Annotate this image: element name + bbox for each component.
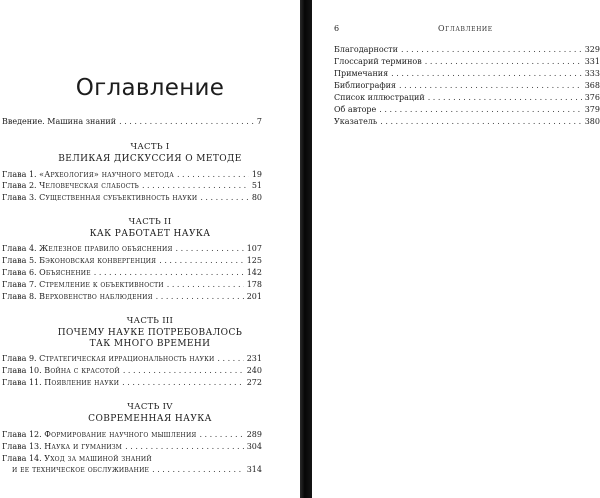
chapter-prefix: Глава 9. <box>2 354 37 363</box>
leader-dots <box>391 68 582 79</box>
leader-dots <box>123 365 244 376</box>
toc-entry-label: Об авторе <box>334 105 377 114</box>
toc-page-number: 240 <box>246 366 262 375</box>
toc-page-number: 333 <box>584 69 600 78</box>
toc-page-number: 331 <box>584 57 600 66</box>
toc-entry-chapter[interactable] <box>2 255 262 266</box>
toc-page-number: 376 <box>584 93 600 102</box>
toc-entry-chapter[interactable] <box>2 453 262 464</box>
toc-page-number: 272 <box>246 378 262 387</box>
toc-entry-label: Указатель <box>334 117 378 126</box>
chapter-prefix: Глава 1. <box>2 170 37 179</box>
chapter-title: Бэконовская конвергенция <box>39 256 157 265</box>
toc-entry-backmatter[interactable] <box>334 104 600 115</box>
leader-dots <box>217 353 243 364</box>
toc-page-number: 7 <box>256 117 262 126</box>
chapter-title: Железное правило объяснения <box>39 244 173 253</box>
chapter-title: Наука и гуманизм <box>44 442 123 451</box>
toc-entry-chapter[interactable] <box>2 365 262 376</box>
chapter-prefix: Глава 3. <box>2 193 37 202</box>
toc-entry-chapter[interactable] <box>2 291 262 302</box>
leader-dots <box>200 192 249 203</box>
leader-dots <box>167 279 244 290</box>
leader-dots <box>428 92 582 103</box>
chapter-title: Верховенство наблюдения <box>39 292 153 301</box>
toc-entry-backmatter[interactable] <box>334 68 600 79</box>
part-title: СОВРЕМЕННАЯ НАУКА <box>88 414 212 424</box>
leader-dots <box>94 267 244 278</box>
leader-dots <box>401 44 582 55</box>
toc-page-number: 289 <box>246 430 262 439</box>
toc-title: Оглавление <box>75 75 225 101</box>
chapter-title-line2: и ее техническое обслуживание <box>12 465 150 474</box>
part-title: ТАК МНОГО ВРЕМЕНИ <box>89 339 211 349</box>
chapter-prefix: Глава 8. <box>2 292 37 301</box>
chapter-title: Появление науки <box>44 378 120 387</box>
chapter-title: Уход за машиной знаний <box>44 454 152 463</box>
chapter-title: Стратегическая иррациональность науки <box>39 354 215 363</box>
chapter-title: Существенная субъективность науки <box>39 193 198 202</box>
toc-entry-chapter[interactable] <box>2 441 262 452</box>
toc-entry-label: Библиография <box>334 81 396 90</box>
toc-entry-chapter-continued[interactable] <box>2 464 262 475</box>
leader-dots <box>379 104 581 115</box>
chapter-prefix: Глава 11. <box>2 378 42 387</box>
toc-entry-intro[interactable] <box>2 116 262 127</box>
toc-entry-label: Глоссарий терминов <box>334 57 422 66</box>
toc-page-number: 125 <box>246 256 262 265</box>
chapter-prefix: Глава 12. <box>2 430 42 439</box>
part-title: КАК РАБОТАЕТ НАУКА <box>89 229 211 239</box>
chapter-title: Человеческая слабость <box>39 181 139 190</box>
toc-page-number: 201 <box>246 292 262 301</box>
part-label: ЧАСТЬ II <box>128 217 172 227</box>
toc-entry-label: Введение. Машина знаний <box>2 117 117 126</box>
book-gutter <box>300 0 312 498</box>
toc-entry-chapter[interactable] <box>2 243 262 254</box>
toc-page-number: 329 <box>584 45 600 54</box>
part-title: ВЕЛИКАЯ ДИСКУССИЯ О МЕТОДЕ <box>58 154 242 164</box>
leader-dots <box>425 56 582 67</box>
toc-entry-label: Список иллюстраций <box>334 93 425 102</box>
toc-entry-backmatter[interactable] <box>334 80 600 91</box>
toc-page-number: 231 <box>246 354 262 363</box>
chapter-prefix: Глава 6. <box>2 268 37 277</box>
leader-dots <box>177 169 249 180</box>
toc-entry-chapter[interactable] <box>2 429 262 440</box>
part-title: ПОЧЕМУ НАУКЕ ПОТРЕБОВАЛОСЬ <box>57 328 243 338</box>
toc-entry-chapter[interactable] <box>2 192 262 203</box>
toc-page-number: 380 <box>584 117 600 126</box>
toc-page-number: 142 <box>246 268 262 277</box>
toc-entry-chapter[interactable] <box>2 279 262 290</box>
toc-page-number: 178 <box>246 280 262 289</box>
chapter-title: Формирование научного мышления <box>44 430 197 439</box>
toc-page-number: 314 <box>246 465 262 474</box>
leader-dots <box>159 255 243 266</box>
page-number: 6 <box>334 24 340 33</box>
part-label: ЧАСТЬ I <box>130 142 170 152</box>
chapter-prefix: Глава 14. <box>2 454 42 463</box>
toc-entry-backmatter[interactable] <box>334 116 600 127</box>
chapter-title: Стремление к объективности <box>39 280 164 289</box>
toc-entry-chapter[interactable] <box>2 180 262 191</box>
toc-entry-label: Благодарности <box>334 45 398 54</box>
toc-page-number: 51 <box>251 181 262 190</box>
leader-dots <box>142 180 249 191</box>
toc-entry-label: Примечания <box>334 69 389 78</box>
part-label: ЧАСТЬ IV <box>127 402 173 412</box>
chapter-prefix: Глава 7. <box>2 280 37 289</box>
chapter-title: «Археология» научного метода <box>39 170 174 179</box>
toc-page-number: 368 <box>584 81 600 90</box>
toc-page-number: 107 <box>246 244 262 253</box>
toc-entry-chapter[interactable] <box>2 353 262 364</box>
leader-dots <box>399 80 582 91</box>
toc-entry-backmatter[interactable] <box>334 92 600 103</box>
toc-entry-chapter[interactable] <box>2 169 262 180</box>
chapter-prefix: Глава 5. <box>2 256 37 265</box>
toc-page-number: 80 <box>251 193 262 202</box>
leader-dots <box>199 429 243 440</box>
running-head: Оглавление <box>438 24 493 33</box>
leader-dots <box>152 464 244 475</box>
chapter-prefix: Глава 2. <box>2 181 37 190</box>
toc-entry-chapter[interactable] <box>2 377 262 388</box>
chapter-prefix: Глава 13. <box>2 442 42 451</box>
chapter-prefix: Глава 4. <box>2 244 37 253</box>
leader-dots <box>176 243 244 254</box>
leader-dots <box>122 377 244 388</box>
leader-dots <box>119 116 254 127</box>
part-label: ЧАСТЬ III <box>126 316 174 326</box>
chapter-title: Объяснение <box>39 268 91 277</box>
leader-dots <box>380 116 581 127</box>
toc-entry-backmatter[interactable] <box>334 44 600 55</box>
toc-entry-chapter[interactable] <box>2 267 262 278</box>
toc-page-number: 304 <box>246 442 262 451</box>
toc-page-number: 379 <box>584 105 600 114</box>
toc-entry-backmatter[interactable] <box>334 56 600 67</box>
toc-page-number: 19 <box>251 170 262 179</box>
chapter-prefix: Глава 10. <box>2 366 42 375</box>
leader-dots <box>156 291 244 302</box>
chapter-title: Война с красотой <box>44 366 120 375</box>
leader-dots <box>125 441 244 452</box>
